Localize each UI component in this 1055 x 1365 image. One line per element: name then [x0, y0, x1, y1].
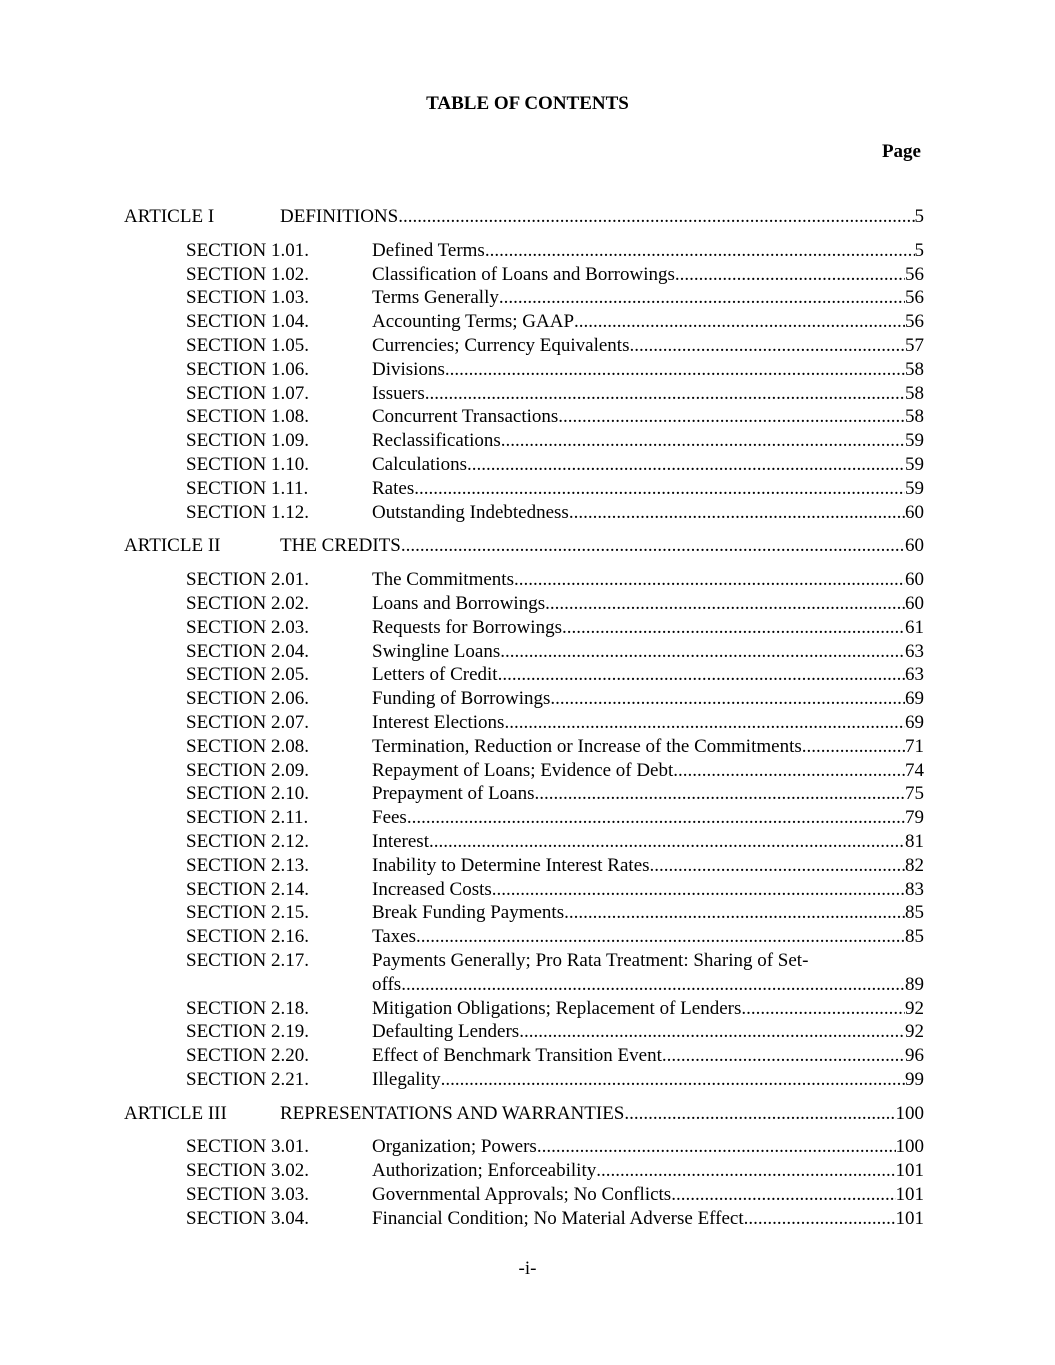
dot-leader	[662, 1044, 905, 1068]
section-title: Loans and Borrowings	[372, 592, 546, 614]
toc-section-entry[interactable]	[124, 1207, 924, 1231]
section-label: SECTION 2.11.	[186, 807, 309, 829]
section-label: SECTION 2.15.	[186, 902, 309, 924]
toc-section-entry[interactable]	[124, 759, 924, 783]
section-label: SECTION 1.08.	[186, 406, 309, 428]
section-label: SECTION 1.05.	[186, 334, 309, 356]
section-label: SECTION 2.04.	[186, 640, 309, 662]
toc-section-entry[interactable]	[124, 1159, 924, 1183]
section-page: 63	[905, 664, 924, 686]
dot-leader	[401, 534, 905, 558]
section-title: Repayment of Loans; Evidence of Debt	[372, 759, 674, 781]
toc-section-entry-continued[interactable]	[124, 973, 924, 997]
toc-section-entry[interactable]	[124, 568, 924, 592]
toc-section-entry[interactable]	[124, 830, 924, 854]
section-page: 60	[905, 592, 924, 614]
toc-article-entry[interactable]	[124, 1102, 924, 1126]
section-title: Defined Terms	[372, 239, 485, 261]
section-title: Reclassifications	[372, 430, 501, 452]
section-page: 69	[905, 711, 924, 733]
toc-section-entry[interactable]	[124, 663, 924, 687]
toc-section-entry[interactable]	[124, 334, 924, 358]
section-page: 75	[905, 783, 924, 805]
dot-leader	[498, 663, 905, 687]
section-title: The Commitments	[372, 569, 514, 591]
section-label: SECTION 1.11.	[186, 477, 309, 499]
section-page: 92	[905, 997, 924, 1019]
toc-section-entry[interactable]	[124, 711, 924, 735]
section-page: 63	[905, 640, 924, 662]
article-title: REPRESENTATIONS AND WARRANTIES	[280, 1102, 625, 1124]
section-label: SECTION 2.10.	[186, 783, 309, 805]
section-page: 96	[905, 1045, 924, 1067]
toc-section-entry[interactable]	[124, 1044, 924, 1068]
section-label: SECTION 2.13.	[186, 854, 309, 876]
toc-title: TABLE OF CONTENTS	[426, 93, 629, 114]
section-label: SECTION 3.04.	[186, 1207, 309, 1229]
toc-section-entry[interactable]	[124, 453, 924, 477]
section-label: SECTION 3.03.	[186, 1184, 309, 1206]
section-page: 58	[905, 382, 924, 404]
section-title-continued: offs	[372, 973, 402, 995]
section-label: SECTION 2.09.	[186, 759, 309, 781]
section-title: Funding of Borrowings	[372, 688, 551, 710]
section-title: Swingline Loans	[372, 640, 501, 662]
section-label: SECTION 1.07.	[186, 382, 309, 404]
section-page: 101	[895, 1160, 924, 1182]
dot-leader	[671, 1183, 895, 1207]
table-of-contents	[124, 205, 924, 1231]
section-label: SECTION 2.20.	[186, 1045, 309, 1067]
section-title: Increased Costs	[372, 878, 492, 900]
section-page: 56	[905, 287, 924, 309]
section-title: Governmental Approvals; No Conflicts	[372, 1184, 672, 1206]
dot-leader	[629, 334, 905, 358]
toc-section-entry[interactable]	[124, 405, 924, 429]
section-page: 58	[905, 406, 924, 428]
article-page: 60	[905, 535, 924, 557]
toc-article-entry[interactable]	[124, 205, 924, 229]
section-page: 5	[914, 239, 924, 261]
section-page: 69	[905, 688, 924, 710]
article-title: THE CREDITS	[280, 535, 401, 557]
dot-leader	[537, 1135, 896, 1159]
section-page: 56	[905, 263, 924, 285]
section-page: 89	[905, 973, 924, 995]
section-page: 60	[905, 569, 924, 591]
toc-section-entry[interactable]	[124, 687, 924, 711]
dot-leader	[650, 854, 905, 878]
section-page: 60	[905, 501, 924, 523]
article-label: ARTICLE III	[124, 1102, 227, 1124]
section-label: SECTION 2.12.	[186, 830, 309, 852]
toc-section-entry[interactable]	[124, 239, 924, 263]
dot-leader	[675, 263, 905, 287]
section-title: Issuers	[372, 382, 425, 404]
section-page: 82	[905, 854, 924, 876]
section-title: Inability to Determine Interest Rates	[372, 854, 650, 876]
section-title: Classification of Loans and Borrowings	[372, 263, 675, 285]
section-title: Organization; Powers	[372, 1136, 537, 1158]
section-title: Terms Generally	[372, 287, 499, 309]
section-page: 58	[905, 358, 924, 380]
dot-leader	[445, 358, 905, 382]
section-title: Break Funding Payments	[372, 902, 565, 924]
dot-leader	[416, 925, 905, 949]
toc-section-entry[interactable]	[124, 429, 924, 453]
dot-leader	[574, 310, 905, 334]
section-label: SECTION 1.10.	[186, 453, 309, 475]
section-title: Defaulting Lenders	[372, 1021, 520, 1043]
article-title: DEFINITIONS	[280, 206, 399, 227]
page-column-header: Page	[881, 141, 921, 162]
toc-section-entry[interactable]	[124, 310, 924, 334]
section-label: SECTION 1.03.	[186, 287, 309, 309]
toc-section-entry[interactable]	[124, 501, 924, 525]
section-label: SECTION 2.17.	[186, 949, 309, 971]
toc-section-entry[interactable]	[124, 854, 924, 878]
toc-section-entry[interactable]	[124, 782, 924, 806]
toc-section-entry[interactable]	[124, 806, 924, 830]
section-label: SECTION 2.14.	[186, 878, 309, 900]
section-label: SECTION 2.07.	[186, 711, 309, 733]
section-label: SECTION 2.01.	[186, 569, 309, 591]
section-label: SECTION 2.06.	[186, 688, 309, 710]
dot-leader	[558, 405, 905, 429]
section-label: SECTION 2.16.	[186, 926, 309, 948]
dot-leader	[741, 997, 905, 1021]
dot-leader	[467, 453, 905, 477]
dot-leader	[414, 477, 905, 501]
toc-section-entry[interactable]	[124, 358, 924, 382]
section-title: Authorization; Enforceability	[372, 1160, 597, 1182]
section-page: 59	[905, 453, 924, 475]
section-label: SECTION 2.21.	[186, 1068, 309, 1090]
section-title: Accounting Terms; GAAP	[372, 311, 575, 333]
article-label: ARTICLE I	[124, 206, 215, 227]
dot-leader	[596, 1159, 895, 1183]
section-title: Concurrent Transactions	[372, 406, 559, 428]
section-page: 100	[895, 1136, 924, 1158]
toc-section-entry[interactable]	[124, 878, 924, 902]
section-title: Letters of Credit	[372, 664, 498, 686]
section-title: Illegality	[372, 1068, 441, 1090]
section-label: SECTION 1.01.	[186, 239, 309, 261]
toc-section-entry[interactable]	[124, 592, 924, 616]
toc-section-entry[interactable]	[124, 1183, 924, 1207]
dot-leader	[569, 501, 905, 525]
section-page: 85	[905, 926, 924, 948]
dot-leader	[535, 782, 905, 806]
section-title: Interest	[372, 830, 429, 852]
section-page: 99	[905, 1068, 924, 1090]
section-title: Outstanding Indebtedness	[372, 501, 569, 523]
section-page: 74	[905, 759, 924, 781]
article-page: 100	[895, 1102, 924, 1124]
dot-leader	[744, 1207, 896, 1231]
toc-section-entry[interactable]	[124, 901, 924, 925]
section-page: 101	[895, 1207, 924, 1229]
dot-leader	[504, 711, 905, 735]
toc-section-entry[interactable]	[124, 286, 924, 310]
dot-leader	[500, 640, 905, 664]
section-title: Termination, Reduction or Increase of the Commitments	[372, 735, 802, 757]
section-label: SECTION 1.12.	[186, 501, 309, 523]
dot-leader	[492, 878, 905, 902]
page-number: -i-	[518, 1258, 537, 1279]
section-label: SECTION 2.19.	[186, 1021, 309, 1043]
section-title: Calculations	[372, 453, 467, 475]
toc-section-entry[interactable]	[124, 640, 924, 664]
section-label: SECTION 3.02.	[186, 1160, 309, 1182]
section-label: SECTION 2.03.	[186, 616, 309, 638]
toc-section-entry[interactable]	[124, 1135, 924, 1159]
article-page: 5	[914, 206, 924, 227]
dot-leader	[407, 806, 905, 830]
section-label: SECTION 1.09.	[186, 430, 309, 452]
section-page: 57	[905, 334, 924, 356]
section-label: SECTION 2.18.	[186, 997, 309, 1019]
section-page: 71	[905, 735, 924, 757]
section-page: 79	[905, 807, 924, 829]
dot-leader	[564, 901, 905, 925]
section-title: Financial Condition; No Material Adverse Effect	[372, 1207, 744, 1229]
section-label: SECTION 2.05.	[186, 664, 309, 686]
dot-leader	[673, 759, 905, 783]
dot-leader	[425, 382, 905, 406]
section-title: Payments Generally; Pro Rata Treatment: Sharing of Set-	[372, 949, 809, 971]
section-label: SECTION 1.02.	[186, 263, 309, 285]
toc-section-entry[interactable]	[124, 382, 924, 406]
section-title: Interest Elections	[372, 711, 505, 733]
toc-section-entry[interactable]	[124, 997, 924, 1021]
dot-leader	[398, 205, 914, 229]
section-title: Currencies; Currency Equivalents	[372, 334, 630, 356]
dot-leader	[514, 568, 905, 592]
section-title: Fees	[372, 807, 407, 829]
section-label: SECTION 3.01.	[186, 1136, 309, 1158]
section-label: SECTION 1.04.	[186, 311, 309, 333]
toc-section-entry[interactable]	[124, 263, 924, 287]
section-label: SECTION 2.02.	[186, 592, 309, 614]
toc-section-entry[interactable]	[124, 735, 924, 759]
toc-section-entry[interactable]	[124, 616, 924, 640]
section-label: SECTION 1.06.	[186, 358, 309, 380]
dot-leader	[485, 239, 915, 263]
toc-section-entry[interactable]	[124, 1020, 924, 1044]
dot-leader	[429, 830, 905, 854]
dot-leader	[501, 429, 905, 453]
dot-leader	[624, 1102, 895, 1126]
section-page: 83	[905, 878, 924, 900]
section-title: Rates	[372, 477, 415, 499]
dot-leader	[545, 592, 905, 616]
section-label: SECTION 2.08.	[186, 735, 309, 757]
section-title: Prepayment of Loans	[372, 783, 535, 805]
dot-leader	[562, 616, 905, 640]
section-page: 81	[905, 830, 924, 852]
dot-leader	[499, 286, 905, 310]
toc-section-entry[interactable]	[124, 949, 924, 973]
section-page: 85	[905, 902, 924, 924]
toc-section-entry[interactable]	[124, 1068, 924, 1092]
article-label: ARTICLE II	[124, 535, 221, 557]
section-title: Mitigation Obligations; Replacement of Lenders	[372, 997, 742, 1019]
section-page: 56	[905, 311, 924, 333]
section-page: 61	[905, 616, 924, 638]
dot-leader	[441, 1068, 905, 1092]
dot-leader	[401, 973, 905, 997]
dot-leader	[550, 687, 905, 711]
section-title: Divisions	[372, 358, 445, 380]
section-title: Effect of Benchmark Transition Event	[372, 1045, 662, 1067]
dot-leader	[519, 1020, 905, 1044]
section-page: 59	[905, 477, 924, 499]
section-page: 101	[895, 1184, 924, 1206]
toc-section-entry[interactable]	[124, 925, 924, 949]
section-page: 92	[905, 1021, 924, 1043]
dot-leader	[802, 735, 905, 759]
section-page: 59	[905, 430, 924, 452]
section-title: Requests for Borrowings	[372, 616, 562, 638]
toc-article-entry[interactable]	[124, 534, 924, 558]
toc-section-entry[interactable]	[124, 477, 924, 501]
section-title: Taxes	[372, 926, 417, 948]
